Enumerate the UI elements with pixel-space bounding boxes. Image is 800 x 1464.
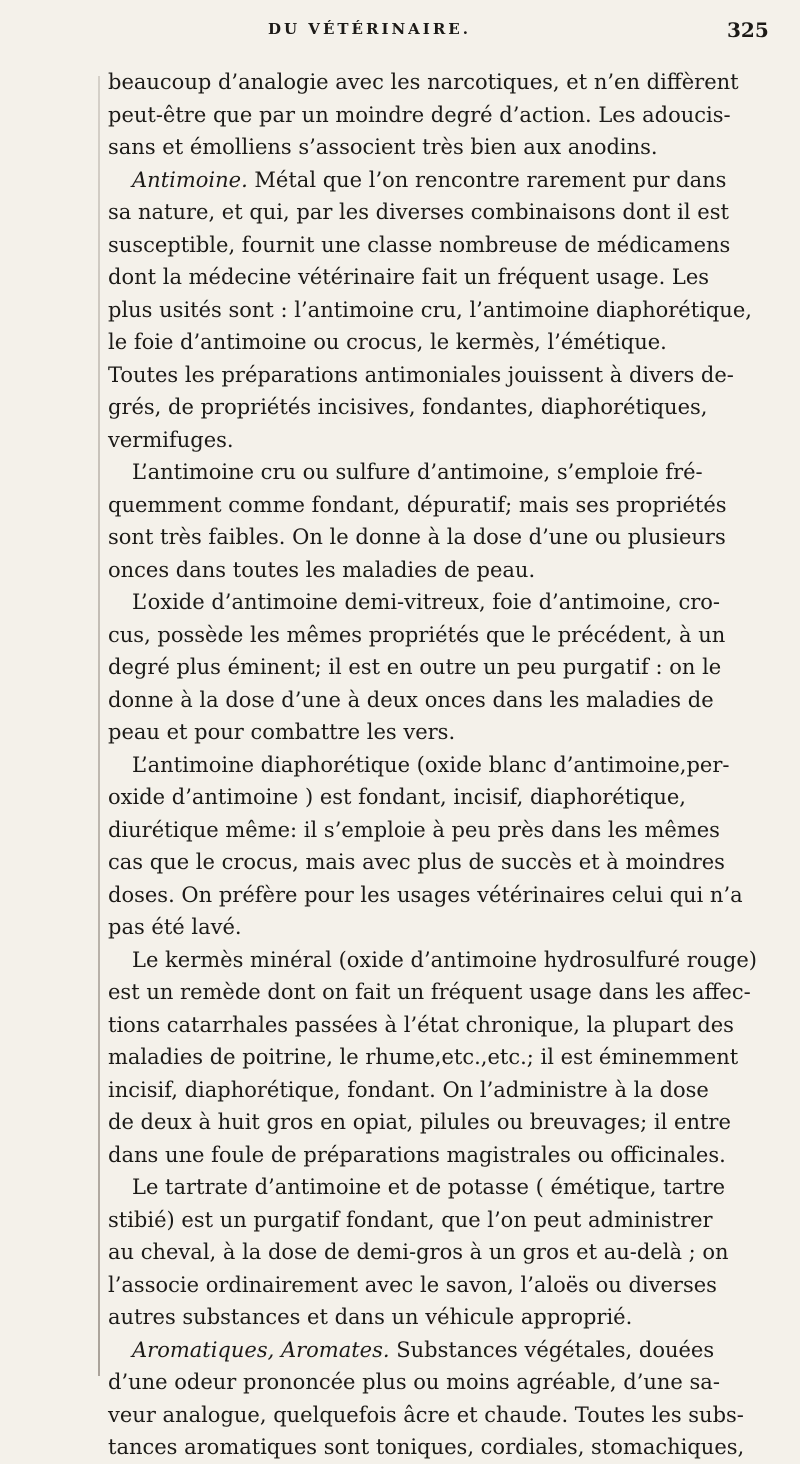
text-line: Toutes les préparations antimoniales jouissent à divers de- xyxy=(108,362,734,387)
text-line: de deux à huit gros en opiat, pilules ou breuvages; il entre xyxy=(108,1110,731,1134)
text-line: peut-être que par un moindre degré d’action. Les adoucis- xyxy=(108,102,731,127)
text-line: tions catarrhales passées à l’état chronique, la plupart des xyxy=(108,1012,734,1037)
text-line: L’antimoine cru ou sulfure d’antimoine, s’emploie fré- xyxy=(132,460,703,484)
text-line: Le kermès minéral (oxide d’antimoine hydrosulfuré rouge) xyxy=(132,947,757,972)
text-line: l’associe ordinairement avec le savon, l’aloës ou diverses xyxy=(108,1272,717,1297)
text-line: sa nature, et qui, par les diverses combinaisons dont il est xyxy=(108,200,729,224)
text-line: d’une odeur prononcée plus ou moins agréable, d’une sa- xyxy=(108,1370,720,1394)
entry-heading-aromatiques: Aromatiques, Aromates. xyxy=(132,1337,390,1362)
page-header xyxy=(0,14,800,54)
entry-text: Métal que l’on rencontre rarement pur dans xyxy=(247,167,727,192)
running-title: DU VÉTÉRINAIRE. xyxy=(268,20,471,38)
text-line: donne à la dose d’une à deux onces dans les maladies de xyxy=(108,687,714,712)
text-line: cas que le crocus, mais avec plus de succès et à moindres xyxy=(108,850,725,874)
text-line: L’antimoine diaphorétique (oxide blanc d’antimoine,per- xyxy=(132,752,730,777)
text-line: grés, de propriétés incisives, fondantes, diaphorétiques, xyxy=(108,395,708,419)
text-line: diurétique même: il s’emploie à peu près dans les mêmes xyxy=(108,817,720,842)
text-line: pas été lavé. xyxy=(108,915,242,939)
text-line: susceptible, fournit une classe nombreuse de médicamens xyxy=(108,232,731,257)
text-line: onces dans toutes les maladies de peau. xyxy=(108,557,536,582)
text-line: vermifuges. xyxy=(108,427,234,452)
text-line: cus, possède les mêmes propriétés que le précédent, à un xyxy=(108,622,726,647)
text-line: stibié) est un purgatif fondant, que l’on peut administrer xyxy=(108,1207,713,1232)
text-line: au cheval, à la dose de demi-gros à un gros et au-delà ; on xyxy=(108,1240,729,1264)
text-line: sans et émolliens s’associent très bien aux anodins. xyxy=(108,135,658,159)
text-line: oxide d’antimoine ) est fondant, incisif, diaphorétique, xyxy=(108,785,686,809)
text-line: L’oxide d’antimoine demi-vitreux, foie d’antimoine, cro- xyxy=(132,590,721,614)
text-line: peau et pour combattre les vers. xyxy=(108,720,456,744)
text-line: sont très faibles. On le donne à la dose d’une ou plusieurs xyxy=(108,525,726,549)
text-line: autres substances et dans un véhicule approprié. xyxy=(108,1305,633,1329)
text-line: quemment comme fondant, dépuratif; mais ses propriétés xyxy=(108,492,727,517)
text-line: veur analogue, quelquefois âcre et chaude. Toutes les subs- xyxy=(108,1402,744,1427)
text-line: plus usités sont : l’antimoine cru, l’antimoine diaphorétique, xyxy=(108,297,752,322)
text-line: doses. On préfère pour les usages vétérinaires celui qui n’a xyxy=(108,882,743,907)
entry-heading-antimoine: Antimoine. xyxy=(132,167,248,192)
text-line: dont la médecine vétérinaire fait un fréquent usage. Les xyxy=(108,265,710,289)
text-line xyxy=(108,1334,772,1367)
text-line: est un remède dont on fait un fréquent usage dans les affec- xyxy=(108,980,751,1004)
text-line xyxy=(108,164,772,197)
body-text xyxy=(108,66,772,1464)
entry-text: Substances végétales, douées xyxy=(389,1337,715,1362)
page-number: 325 xyxy=(727,18,769,42)
text-line: beaucoup d’analogie avec les narcotiques, et n’en diffèrent xyxy=(108,70,739,94)
text-line: le foie d’antimoine ou crocus, le kermès, l’émétique. xyxy=(108,330,667,354)
text-line: tances aromatiques sont toniques, cordiales, stomachiques, xyxy=(108,1435,745,1459)
text-line: degré plus éminent; il est en outre un peu purgatif : on le xyxy=(108,655,722,679)
text-line: maladies de poitrine, le rhume,etc.,etc.; il est éminemment xyxy=(108,1045,739,1069)
text-line: Le tartrate d’antimoine et de potasse ( émétique, tartre xyxy=(132,1175,726,1199)
text-line: dans une foule de préparations magistrales ou officinales. xyxy=(108,1142,726,1167)
binding-shadow xyxy=(98,76,100,1376)
text-line: incisif, diaphorétique, fondant. On l’administre à la dose xyxy=(108,1077,709,1102)
